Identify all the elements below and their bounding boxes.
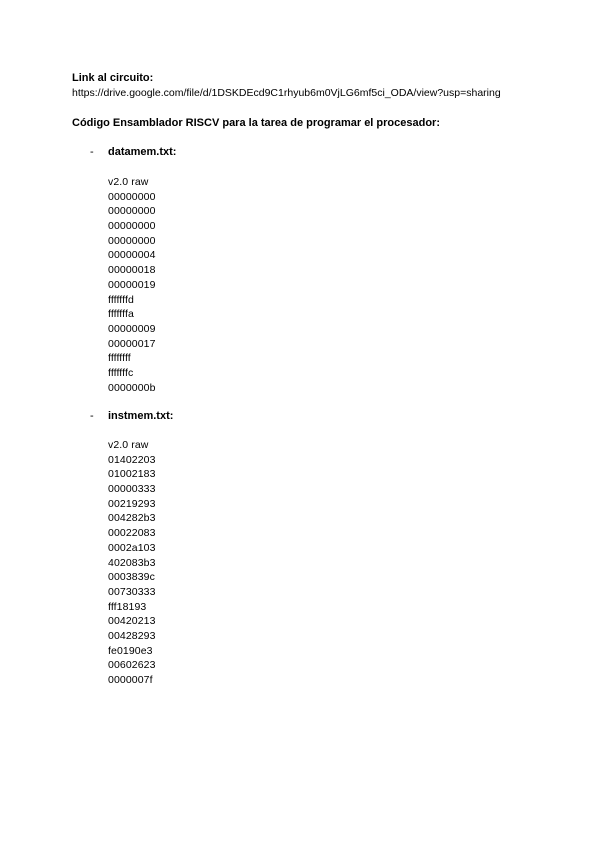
datamem-line: 00000000: [108, 205, 156, 218]
circuit-link[interactable]: https://drive.google.com/file/d/1DSKDEcd9C1rhyub6m0VjLG6mf5ci_ODA/view?usp=sharing: [72, 87, 501, 99]
instmem-line: 00420213: [108, 615, 156, 628]
datamem-line: 00000017: [108, 337, 156, 350]
datamem-line: 00000000: [108, 220, 156, 233]
datamem-line: 0000000b: [108, 381, 156, 394]
datamem-line: 00000004: [108, 249, 156, 262]
instmem-line: 00730333: [108, 585, 156, 598]
instmem-line: 0002a103: [108, 541, 156, 554]
section-title: Código Ensamblador RISCV para la tarea de programar el procesador:: [72, 117, 440, 129]
instmem-line: v2.0 raw: [108, 439, 149, 451]
instmem-line: 402083b3: [108, 556, 156, 569]
instmem-line: 0000007f: [108, 674, 153, 686]
datamem-line: v2.0 raw: [108, 176, 149, 188]
instmem-line: fff18193: [108, 600, 147, 613]
instmem-line: 004282b3: [108, 512, 156, 525]
datamem-line: 00000019: [108, 278, 156, 291]
link-label: Link al circuito:: [72, 72, 154, 84]
datamem-line: fffffffc: [108, 366, 134, 379]
bullet-dash: -: [90, 410, 94, 422]
datamem-line: fffffffd: [108, 293, 134, 306]
datamem-line: 00000018: [108, 264, 156, 277]
instmem-line: 00219293: [108, 497, 156, 510]
datamem-line: ffffffff: [108, 352, 131, 365]
instmem-line: 00428293: [108, 629, 156, 642]
instmem-line: 00602623: [108, 659, 156, 672]
instmem-line: 0003839c: [108, 571, 155, 584]
instmem-heading: [90, 409, 173, 424]
instmem-line: 01402203: [108, 453, 156, 466]
datamem-line: 00000000: [108, 190, 156, 203]
datamem-title: datamem.txt:: [108, 146, 177, 158]
instmem-line: fe0190e3: [108, 644, 153, 657]
datamem-content: [108, 175, 156, 395]
instmem-title: instmem.txt:: [108, 410, 174, 422]
datamem-line: 00000009: [108, 322, 156, 335]
datamem-line: fffffffa: [108, 308, 134, 321]
datamem-line: 00000000: [108, 234, 156, 247]
datamem-heading: [90, 145, 176, 160]
instmem-line: 01002183: [108, 468, 156, 481]
instmem-line: 00000333: [108, 483, 156, 496]
instmem-line: 00022083: [108, 527, 156, 540]
instmem-content: [108, 438, 156, 688]
bullet-dash: -: [90, 146, 94, 158]
